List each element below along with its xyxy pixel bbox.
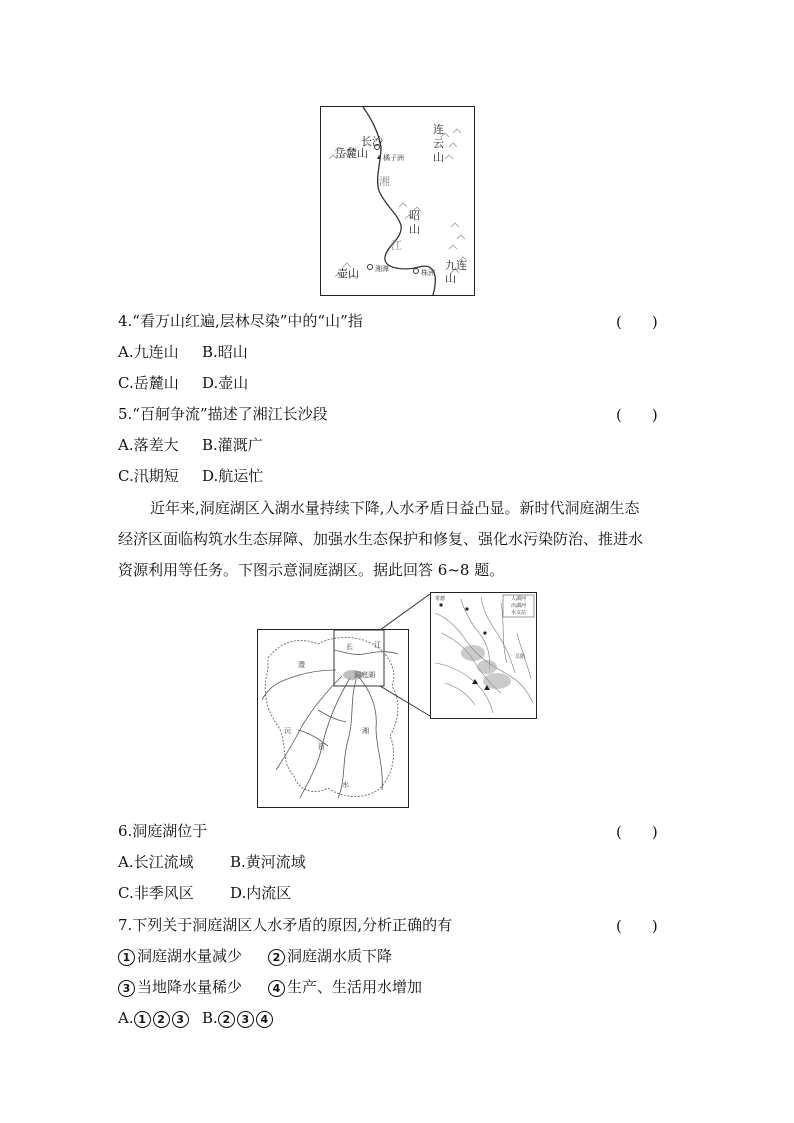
huzhou-label: 壶山 [337, 267, 359, 280]
q7-option-b[interactable] [202, 1008, 275, 1028]
question-5-options-row1 [118, 435, 263, 455]
lianyun-label: 连云山 [433, 123, 444, 164]
circled-number-2: 2 [268, 949, 285, 966]
question-7-items-row1 [118, 946, 392, 966]
circled-number-3: 3 [237, 1011, 254, 1028]
inset-yueyang-label: 岳阳 [515, 654, 526, 660]
question-4-options-row1 [118, 342, 248, 362]
question-6-stem: 6.洞庭湖位于 [118, 822, 208, 840]
q5-option-d[interactable]: D.航运忙 [202, 467, 264, 485]
q7-item-3-text: 当地降水量稀少 [137, 978, 243, 996]
question-5-options-row2 [118, 466, 263, 486]
shaoshan-label: 昭山 [409, 209, 420, 236]
question-7-stem: 7.下列关于洞庭湖区人水矛盾的原因,分析正确的有 [118, 916, 453, 934]
map2-xiang-label: 湘 [362, 727, 369, 735]
passage-line-3: 资源利用等任务。下图示意洞庭湖区。据此回答 6~8 题。 [118, 561, 505, 579]
inset-legend-2: 出湖河 [511, 603, 527, 609]
jiulian-label: 九连山 [445, 259, 467, 285]
yuelu-label: 岳麓山 [335, 147, 368, 160]
map2-shui-label: 水 [342, 781, 349, 789]
q6-option-c[interactable]: C.非季风区 [118, 884, 194, 902]
question-6-answer-bracket[interactable]: ( ) [616, 823, 658, 841]
circled-number-1: 1 [118, 949, 135, 966]
circled-number-4: 4 [256, 1011, 273, 1028]
changsha-label: 长沙 [361, 135, 383, 148]
xiang-label: 湘 [379, 175, 390, 188]
question-4-options-row2 [118, 373, 248, 393]
circled-number-3: 3 [118, 980, 135, 997]
question-6-options-row1 [118, 852, 306, 872]
juzizhou-label: 橘子洲 [383, 154, 404, 162]
q6-option-b[interactable]: B.黄河流域 [230, 853, 306, 871]
map2-li-label: 澧 [298, 661, 305, 669]
q4-option-c[interactable]: C.岳麓山 [118, 374, 179, 392]
q7-item-4-text: 生产、生活用水增加 [287, 978, 423, 996]
question-5-stem: 5.“百舸争流”描述了湘江长沙段 [118, 405, 328, 423]
inset-changde-label: 常德 [435, 596, 446, 602]
q5-option-b[interactable]: B.灌溉广 [202, 436, 263, 454]
map2-dongting-label: 洞庭湖 [354, 671, 375, 679]
map2-zi-label: 资 [318, 743, 325, 751]
passage-line-1: 近年来,洞庭湖区入湖水量持续下降,人水矛盾日益凸显。新时代洞庭湖生态 [150, 499, 640, 517]
q5-option-c[interactable]: C.汛期短 [118, 467, 179, 485]
circled-number-1: 1 [134, 1011, 151, 1028]
q7-option-b-prefix: B. [202, 1009, 218, 1027]
passage-line-2: 经济区面临构筑水生态屏障、加强水生态保护和修复、强化水污染防治、推进水 [118, 530, 644, 548]
map2-yuan-label: 沅 [284, 727, 291, 735]
question-7-options-row1 [118, 1008, 275, 1028]
q4-option-a[interactable]: A.九连山 [118, 343, 179, 361]
q7-item-2-text: 洞庭湖水质下降 [287, 947, 393, 965]
xiangtan-label: 湘潭 [375, 265, 389, 273]
q7-item-1-text: 洞庭湖水量减少 [137, 947, 243, 965]
q7-option-a[interactable] [118, 1008, 202, 1028]
map2-jiang-label: 江 [374, 641, 381, 649]
circled-number-3: 3 [172, 1011, 189, 1028]
q5-option-a[interactable]: A.落差大 [118, 436, 179, 454]
inset-legend-1: 人湖河 [511, 596, 527, 602]
q7-item-1 [118, 946, 268, 966]
dongting-lake-inset-map [430, 592, 537, 719]
circled-number-2: 2 [218, 1011, 235, 1028]
question-5-answer-bracket[interactable]: ( ) [616, 406, 658, 424]
q7-option-a-prefix: A. [118, 1009, 134, 1027]
circled-number-2: 2 [153, 1011, 170, 1028]
q4-option-b[interactable]: B.昭山 [202, 343, 248, 361]
question-6-options-row2 [118, 883, 291, 903]
q6-option-a[interactable]: A.长江流域 [118, 853, 194, 871]
jiang-label: 江 [391, 239, 402, 252]
q6-option-d[interactable]: D.内流区 [230, 884, 292, 902]
question-7-items-row2 [118, 977, 422, 997]
question-4-stem: 4.“看万山红遍,层林尽染”中的“山”指 [118, 312, 363, 330]
xiang-river-map [320, 106, 475, 296]
question-7-answer-bracket[interactable]: ( ) [616, 917, 658, 935]
zhuzhou-label: 株洲 [421, 269, 435, 277]
question-4-answer-bracket[interactable]: ( ) [616, 313, 658, 331]
q7-item-2 [268, 946, 392, 966]
map2-chang-label: 长 [346, 643, 353, 651]
circled-number-4: 4 [268, 980, 285, 997]
q7-item-3 [118, 977, 268, 997]
q4-option-d[interactable]: D.壶山 [202, 374, 249, 392]
inset-legend-3: 水文站 [511, 610, 527, 616]
q7-item-4 [268, 977, 422, 997]
